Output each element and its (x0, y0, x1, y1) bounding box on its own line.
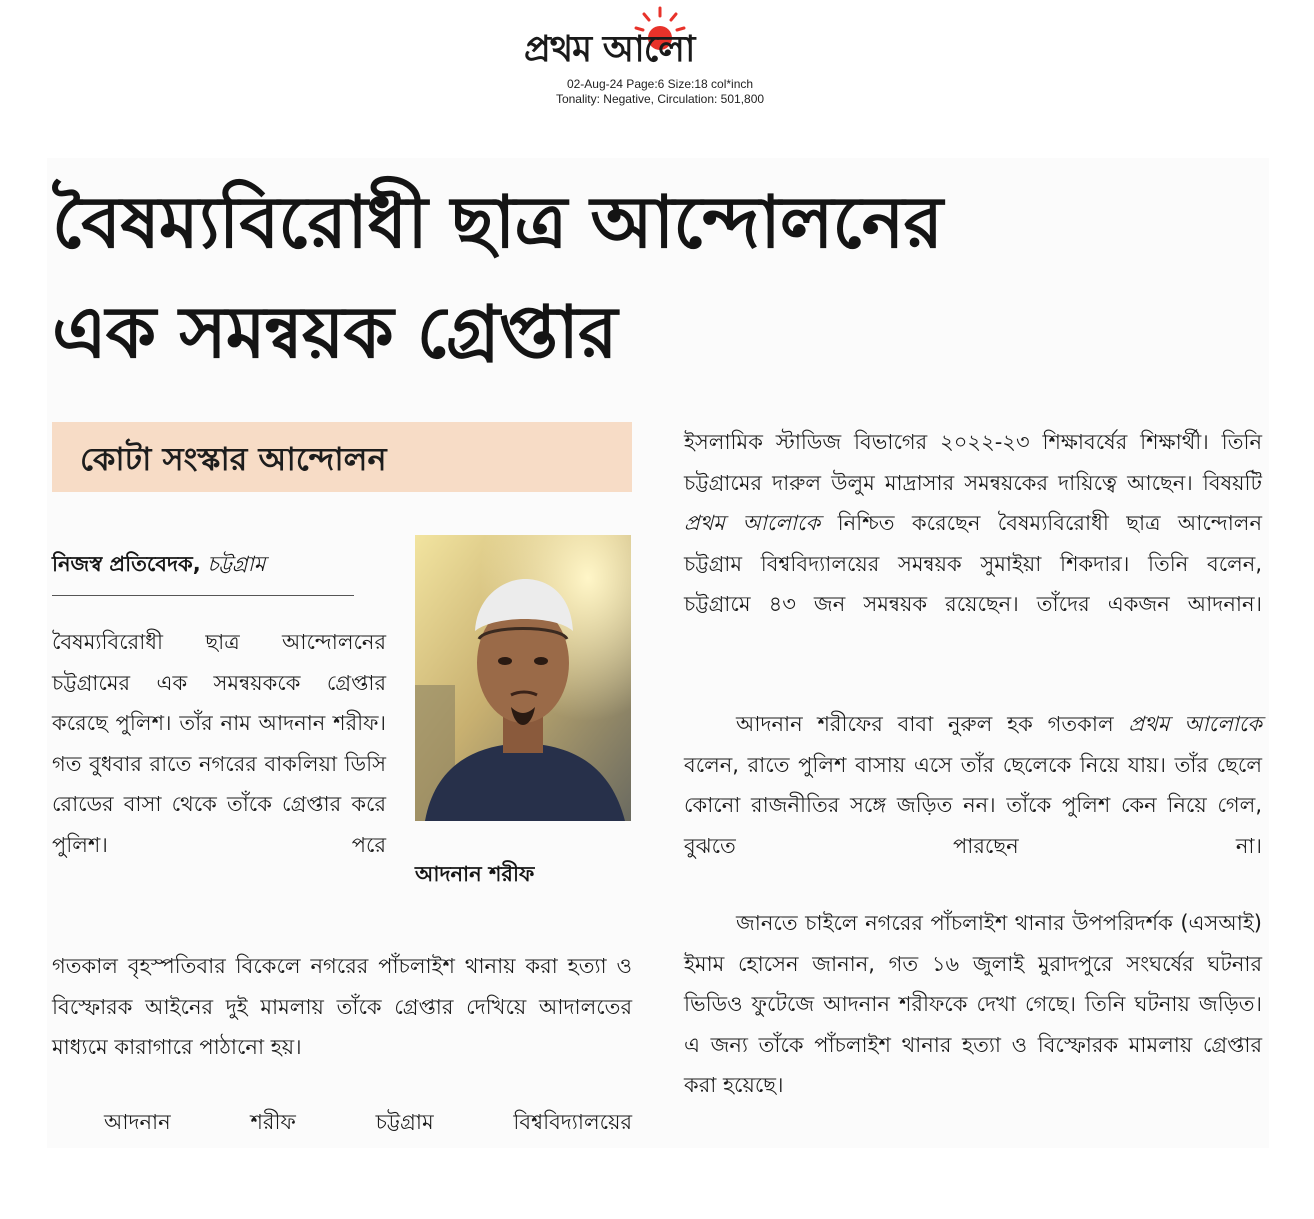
headline-line2: এক সমন্বয়ক গ্রেপ্তার (52, 290, 617, 374)
logo-wordmark: প্রথম আলো (524, 28, 695, 70)
body-paragraph-col2-3: জানতে চাইলে নগরের পাঁচলাইশ থানার উপপরিদর্শক (এসআই) ইমাম হোসেন জানান, গত ১৬ জুলাই মুরাদপুরে সংঘর্ষের ঘটনার ভিডিও ফুটেজে আদনান শরীফকে দেখা গেছে। তিনি ঘটনায় জড়িত। এ জন্য তাঁকে পাঁচলাইশ থানার হত্যা ও বিস্ফোরক মামলায় গ্রেপ্তার করা হয়েছে। (684, 911, 1262, 1097)
rubric-label: কোটা সংস্কার আন্দোলন (80, 440, 387, 478)
col2-p1-text-a: ইসলামিক স্টাডিজ বিভাগের ২০২২-২৩ শিক্ষাবর্ষের শিক্ষার্থী। তিনি চট্টগ্রামের দারুল উলুম মাদ্রাসার সমন্বয়কের দায়িত্বে আছেন। বিষয়টি (684, 430, 1262, 495)
clipping-meta-line1: 02-Aug-24 Page:6 Size:18 col*inch (566, 77, 754, 91)
body-paragraph-col2-1 (684, 422, 1262, 625)
body-paragraph-col2-2 (684, 704, 1262, 866)
byline-location: চট্টগ্রাম (207, 552, 266, 576)
col2-p2-text-b: বলেন, রাতে পুলিশ বাসায় এসে তাঁর ছেলেকে নিয়ে যায়। তাঁর ছেলে কোনো রাজনীতির সঙ্গে জড়িত নন। তাঁকে পুলিশ কেন নিয়ে গেল, বুঝতে পারছেন না। (684, 752, 1262, 858)
photo-caption: আদনান শরীফ (415, 862, 535, 886)
rubric-banner (52, 422, 632, 492)
headline-line1: বৈষম্যবিরোধী ছাত্র আন্দোলনের (52, 180, 943, 264)
col2-p2-text-a: আদনান শরীফের বাবা নুরুল হক গতকাল (736, 712, 1114, 736)
byline-divider (52, 595, 354, 596)
body-paragraph-2-start: আদনান শরীফ চট্টগ্রাম বিশ্ববিদ্যালয়ের (104, 1110, 632, 1134)
byline-reporter: নিজস্ব প্রতিবেদক, (52, 552, 201, 576)
body-paragraph-1-narrow: বৈষম্যবিরোধী ছাত্র আন্দোলনের চট্টগ্রামের এক সমন্বয়ককে গ্রেপ্তার করেছে পুলিশ। তাঁর নাম আদনান শরীফ। গত বুধবার রাতে নগরের বাকলিয়া ডিসি রোডের বাসা থেকে তাঁকে গ্রেপ্তার করে পুলিশ। পরে (52, 630, 386, 857)
masthead (0, 0, 1314, 120)
col2-p2-italic: প্রথম আলোকে (1128, 712, 1262, 736)
clipping-meta-line2: Tonality: Negative, Circulation: 501,800 (555, 92, 765, 106)
newspaper-logo (520, 6, 800, 72)
col2-p1-text-b: নিশ্চিত করেছেন বৈষম্যবিরোধী ছাত্র আন্দোলন চট্টগ্রাম বিশ্ববিদ্যালয়ের সমন্বয়ক সুমাইয়া শিকদার। তিনি বলেন, চট্টগ্রামে ৪৩ জন সমন্বয়ক রয়েছেন। তাঁদের একজন আদনান। (684, 511, 1262, 616)
body-paragraph-1-wide: গতকাল বৃহস্পতিবার বিকেলে নগরের পাঁচলাইশ থানায় করা হত্যা ও বিস্ফোরক আইনের দুই মামলায় তাঁকে গ্রেপ্তার দেখিয়ে আদালতের মাধ্যমে কারাগারে পাঠানো হয়। (52, 954, 632, 1059)
byline (52, 548, 352, 583)
col2-p1-italic: প্রথম আলোকে (684, 511, 821, 535)
person-photo (415, 535, 631, 821)
